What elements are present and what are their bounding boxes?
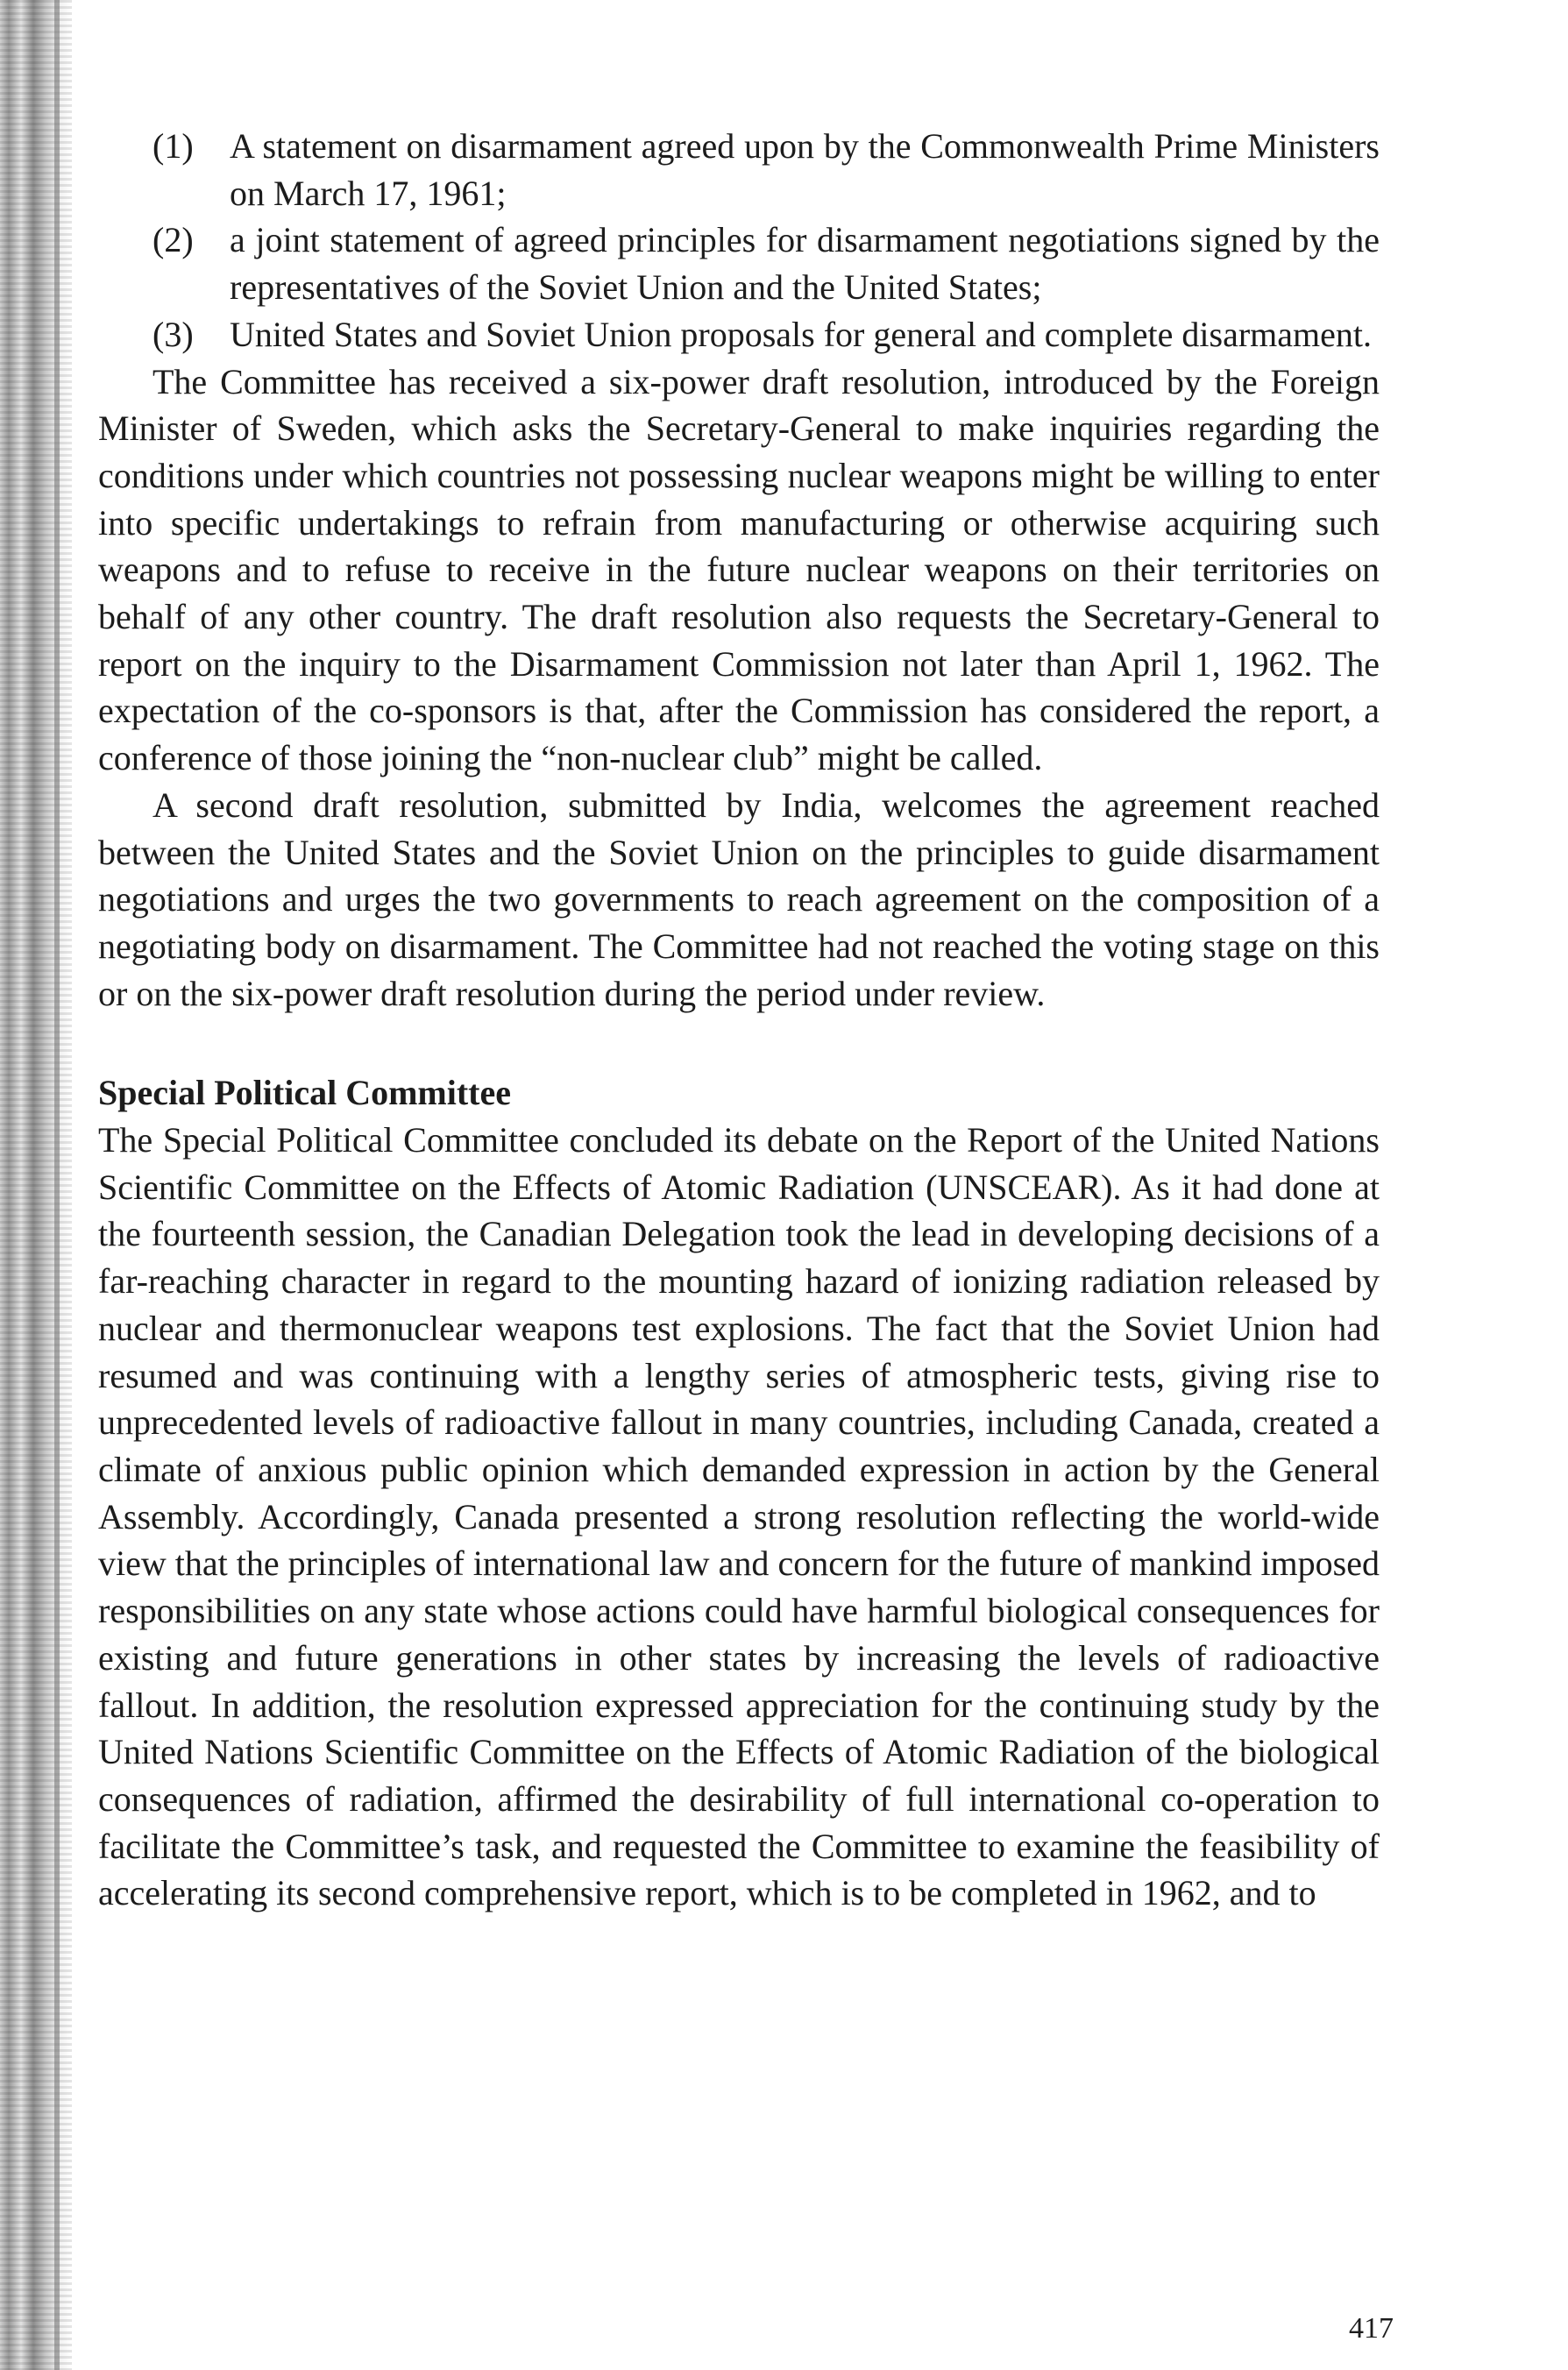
list-item-number: (1) — [153, 126, 194, 166]
list-item-text: United States and Soviet Union proposals for general and complete disarmament. — [230, 314, 1373, 354]
page-number: 417 — [1349, 2312, 1394, 2345]
numbered-list — [98, 123, 1380, 358]
paragraph-india-resolution: A second draft resolution, submitted by India, welcomes the agreement reached between the United States and the Soviet Union on the principles to guide disarmament negotiations and urges the two governments to reach agreement on the composition of a negotiating body on disarmament. The Committee had not reached the voting stage on this or on the six-power draft resolution during the period under review. — [98, 784, 1380, 1013]
list-item-text: A statement on disarmament agreed upon by the Commonwealth Prime Ministers on March 17, 1961; — [230, 126, 1380, 213]
paragraph-six-power-resolution: The Committee has received a six-power draft resolution, introduced by the Foreign Minister of Sweden, which asks the Secretary-General to make inquiries regarding the conditions under which countries not possessing nuclear weapons might be willing to enter into specific undertakings to refrain from manufacturing or otherwise acquiring such weapons and to refuse to receive in the future nuclear weapons on their territories on behalf of any other country. The draft resolution also requests the Secretary-General to report on the inquiry to the Disarmament Commission not later than April 1, 1962. The expectation of the co-sponsors is that, after the Commission has considered the report, a conference of those joining the “non-nuclear club” might be called. — [98, 361, 1380, 778]
page-text — [98, 123, 1380, 1917]
list-item-number: (3) — [153, 314, 194, 354]
scan-binding-edge — [0, 0, 72, 2370]
list-item — [98, 123, 1380, 216]
section-body-paragraph: The Special Political Committee concluded its debate on the Report of the United Nations Scientific Committee on the Effects of Atomic Radiation (UNSCEAR). As it had done at the fourteenth session, the Canadian Delegation took the lead in developing decisions of a far-reaching character in regard to the mounting hazard of ionizing radiation released by nuclear and thermonuclear weapons test explosions. The fact that the Soviet Union had resumed and was continuing with a lengthy series of atmospheric tests, giving rise to unprecedented levels of radioactive fallout in many countries, including Canada, created a climate of anxious public opinion which demanded expression in action by the General Assembly. Accordingly, Canada presented a strong resolution reflecting the world-wide view that the principles of international law and concern for the future of mankind imposed responsibilities on any state whose actions could have harmful biological consequences for existing and future generations in other states by increasing the levels of radioactive fallout. In addition, the resolution expressed appreciation for the continuing study by the United Nations Scientific Committee on the Effects of Atomic Radiation of the biological consequences of radiation, affirmed the desirability of full international co-operation to facilitate the Committee’s task, and requested the Committee to examine the feasibility of accelerating its second comprehensive report, which is to be completed in 1962, and to — [98, 1120, 1380, 1913]
list-item — [98, 311, 1380, 358]
list-item-text: a joint statement of agreed principles for disarmament negotiations signed by the representatives of the Soviet Union and the United States; — [230, 220, 1380, 308]
section-heading: Special Political Committee — [98, 1073, 511, 1113]
list-item — [98, 216, 1380, 310]
list-item-number: (2) — [153, 220, 194, 260]
scan-binding-line — [54, 0, 60, 2370]
